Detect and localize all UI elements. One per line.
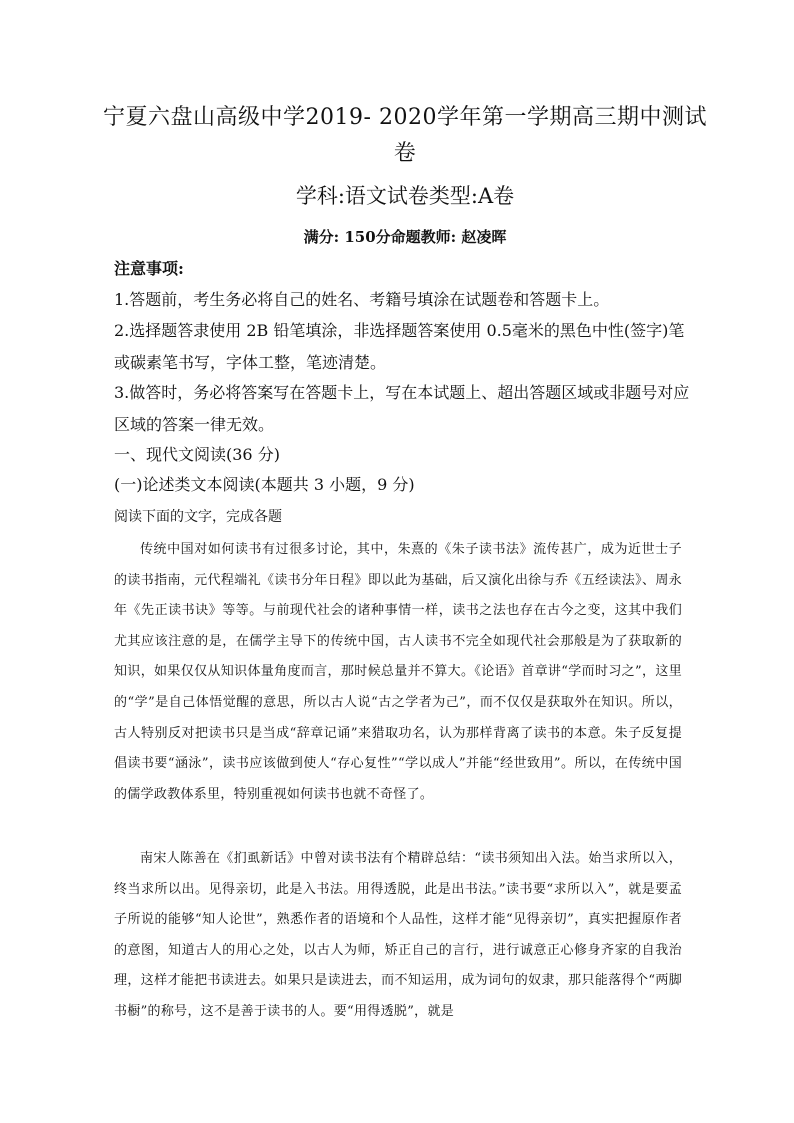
score-line: 满分: 150分命题教师: 赵凌晖 — [303, 228, 507, 246]
notice-heading: 注意事项: — [114, 259, 184, 278]
exam-subtitle: 学科:语文试卷类型:A卷 — [295, 184, 515, 208]
exam-title: 宁夏六盘山高级中学2019- 2020学年第一学期高三期中测试卷 — [103, 105, 707, 166]
reading-instruction: 阅读下面的文字，完成各题 — [114, 509, 282, 525]
notice-item-1: 1.答题前，考生务必将自己的姓名、考籍号填涂在试题卷和答题卡上。 — [114, 290, 610, 309]
notice-item-3: 3.做答时，务必将答案写在答题卡上，写在本试题上、超出答题区域或非题号对应区域的答案一律无效。 — [114, 383, 690, 434]
subsection-heading: (一)论述类文本阅读(本题共 3 小题，9 分) — [114, 475, 415, 494]
reading-paragraph-1: 传统中国对如何读书有过很多讨论，其中，朱熹的《朱子读书法》流传甚广，成为近世士子的读书指南，元代程端礼《读书分年日程》即以此为基础，后又演化出徐与乔《五经读法》、周永年《先正读书诀》等等。与前现代社会的诸种事情一样，读书之法也存在古今之变，这其中我们尤其应该注意的是，在儒学主导下的传统中国，古人读书不完全如现代社会那般是为了获取新的知识，如果仅仅从知识体量角度而言，那时候总量并不算大。《论语》首章讲“学而时习之”，这里的“学”是自己体悟觉醒的意思，所以古人说“古之学者为己”，而不仅仅是获取外在知识。所以，古人特别反对把读书只是当成“辞章记诵”来猎取功名，认为那样背离了读书的本意。朱子反复提倡读书要“涵泳”，读书应该做到使人“存心复性”“学以成人”并能“经世致用”。所以，在传统中国的儒学政教体系里，特别重视如何读书也就不奇怪了。 — [114, 542, 682, 802]
reading-paragraph-2: 南宋人陈善在《扪虱新话》中曾对读书法有个精辟总结：“读书须知出入法。始当求所以入，终当求所以出。见得亲切，此是入书法。用得透脱，此是出书法。”读书要“求所以入”，就是要孟子所说的能够“知人论世”，熟悉作者的语境和个人品性，这样才能“见得亲切”，真实把握原作者的意图，知道古人的用心之处，以古人为师，矫正自己的言行，进行诚意正心修身齐家的自我治理，这样才能把书读进去。如果只是读进去，而不知运用，成为词句的奴隶，那只能落得个“两脚书橱”的称号，这不是善于读书的人。要“用得透脱”，就是 — [114, 851, 682, 1019]
notice-item-2: 2.选择题答隶使用 2B 铅笔填涂，非选择题答案使用 0.5毫米的黑色中性(签字)笔或碳素笔书写，字体工整，笔迹清楚。 — [114, 321, 685, 372]
section-heading: 一、现代文阅读(36 分) — [114, 445, 280, 464]
